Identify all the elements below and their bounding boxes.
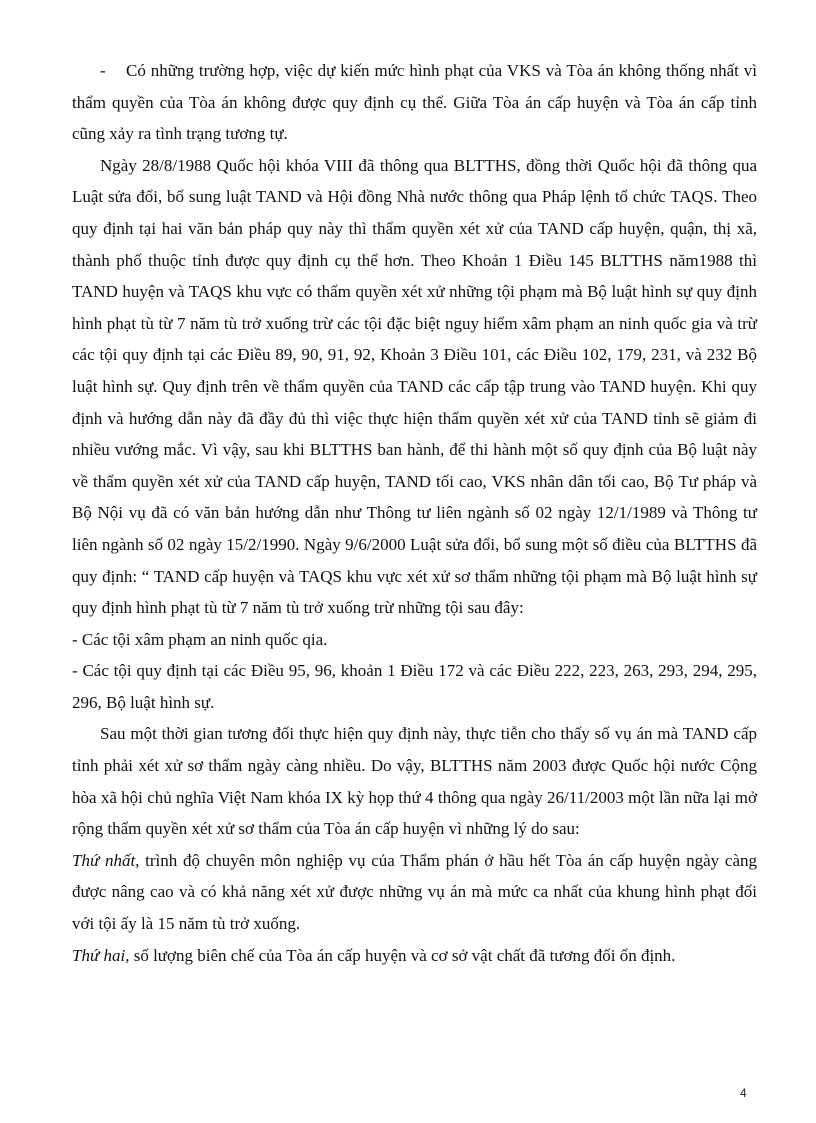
dash-bullet: -: [100, 61, 106, 80]
list-item-2: - Các tội quy định tại các Điều 95, 96, khoản 1 Điều 172 và các Điều 222, 223, 263, 293, 294, 295, 296, Bộ luật hình sự.: [72, 661, 757, 712]
second-reason-text: số lượng biên chế của Tòa án cấp huyện và cơ sở vật chất đã tương đối ổn định.: [129, 945, 676, 965]
first-reason-lead: Thứ nhất,: [72, 850, 140, 870]
paragraph-1-text: Có những trường hợp, việc dự kiến mức hình phạt của VKS và Tòa án không thống nhất vì thẩm quyền của Tòa án không được quy định cụ thể. Giữa Tòa án cấp huyện và Tòa án cấp tỉnh cũng xảy ra tình trạng tương tự.: [72, 61, 757, 144]
page-number: 4: [740, 1086, 747, 1100]
paragraph-3: Sau một thời gian tương đối thực hiện quy định này, thực tiễn cho thấy số vụ án mà TAND cấp tỉnh phải xét xử sơ thẩm ngày càng nhiều. Do vậy, BLTTHS năm 2003 được Quốc hội nước Cộng hòa xã hội chủ nghĩa Việt Nam khóa IX kỳ họp thứ 4 thông qua ngày 26/11/2003 một lần nữa lại mở rộng thẩm quyền xét xử sơ thẩm của Tòa án cấp huyện vì những lý do sau:: [72, 724, 757, 839]
first-reason-text: trình độ chuyên môn nghiệp vụ của Thẩm phán ở hầu hết Tòa án cấp huyện ngày càng được nâng cao và có khả năng xét xử được những vụ án mà mức ca nhất của khung hình phạt đối với tội ấy là 15 năm tù trở xuống.: [72, 850, 757, 934]
paragraph-second-reason: [72, 940, 757, 972]
paragraph-first-reason: [72, 845, 757, 940]
paragraph-2: Ngày 28/8/1988 Quốc hội khóa VIII đã thông qua BLTTHS, đồng thời Quốc hội đã thông qua Luật sửa đổi, bổ sung luật TAND và Hội đồng Nhà nước thông qua Pháp lệnh tổ chức TAQS. Theo quy định tại hai văn bản pháp quy này thì thẩm quyền xét xử của TAND cấp huyện, quận, thị xã, thành phố thuộc tỉnh được quy định cụ thể hơn. Theo Khoản 1 Điều 145 BLTTHS năm1988 thì TAND huyện và TAQS khu vực có thẩm quyền xét xử những tội phạm mà Bộ luật hình sự quy định hình phạt tù từ 7 năm tù trở xuống trừ các tội đặc biệt nguy hiểm xâm phạm an ninh quốc gia và trừ các tội quy định tại các Điều 89, 90, 91, 92, Khoản 3 Điều 101, các Điều 102, 179, 231, và 232 Bộ luật hình sự. Quy định trên về thẩm quyền của TAND các cấp tập trung vào TAND huyện. Khi quy định và hướng dẫn này đã đầy đủ thì việc thực hiện thẩm quyền xét xử của TAND tỉnh sẽ giảm đi nhiều vướng mắc. Vì vậy, sau khi BLTTHS ban hành, để thi hành một số quy định của Bộ luật này về thẩm quyền xét xử của TAND cấp huyện, TAND tối cao, VKS nhân dân tối cao, Bộ Tư pháp và Bộ Nội vụ đã có văn bản hướng dẫn như Thông tư liên ngành số 02 ngày 12/1/1989 và Thông tư liên ngành số 02 ngày 15/2/1990. Ngày 9/6/2000 Luật sửa đổi, bổ sung một số điều của BLTTHS đã quy định: “ TAND cấp huyện và TAQS khu vực xét xử sơ thẩm những tội phạm mà Bộ luật hình sự quy định hình phạt tù từ 7 năm tù trở xuống trừ những tội sau đây:: [72, 155, 757, 618]
list-item-1: - Các tội xâm phạm an ninh quốc qia.: [72, 629, 328, 649]
second-reason-lead: Thứ hai,: [72, 945, 130, 965]
paragraph-1: [72, 55, 757, 150]
document-body: [72, 55, 757, 971]
